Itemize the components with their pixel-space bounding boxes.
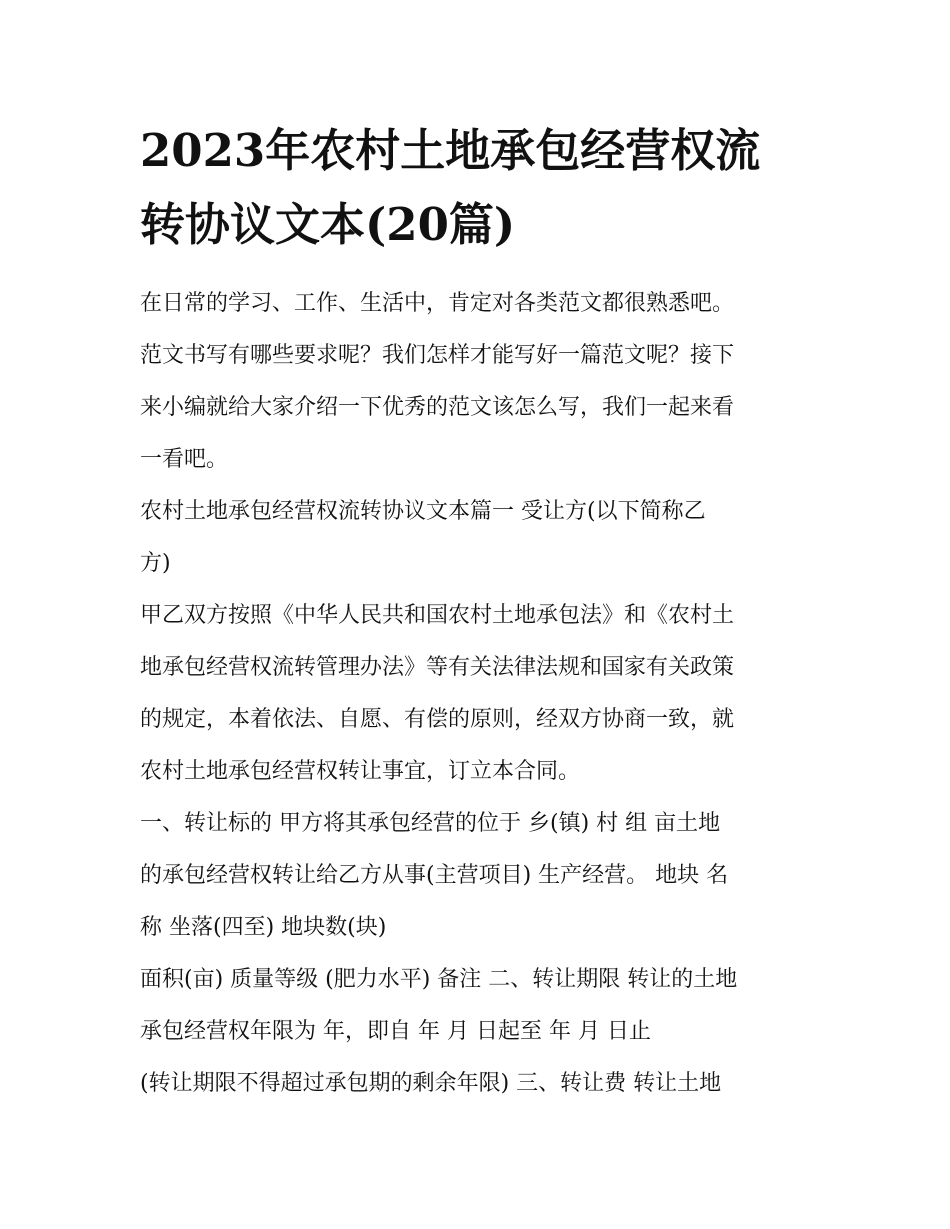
body-line-2: 范文书写有哪些要求呢？我们怎样才能写好一篇范文呢？接下 [140, 343, 735, 368]
body-line-6: 方) [140, 551, 171, 576]
body-line-12: 的承包经营权转让给乙方从事(主营项目) 生产经营。 地块 名 [140, 863, 729, 888]
body-line-11: 一、转让标的 甲方将其承包经营的位于 乡(镇) 村 组 亩土地 [140, 811, 721, 836]
title-line-1: 2023年农村土地承包经营权流 [140, 124, 761, 177]
body-line-15: 承包经营权年限为 年，即自 年 月 日起至 年 月 日止 [140, 1019, 651, 1044]
body-line-7: 甲乙双方按照《中华人民共和国农村土地承包法》和《农村土 [140, 603, 735, 628]
document-body [140, 278, 830, 1110]
body-line-16: (转让期限不得超过承包期的剩余年限) 三、转让费 转让土地 [140, 1071, 722, 1096]
document-title [140, 114, 830, 262]
body-line-8: 地承包经营权流转管理办法》等有关法律法规和国家有关政策 [140, 655, 735, 680]
title-line-2: 转协议文本(20篇) [140, 198, 516, 251]
body-line-10: 农村土地承包经营权转让事宜，订立本合同。 [140, 759, 581, 784]
body-line-3: 来小编就给大家介绍一下优秀的范文该怎么写，我们一起来看 [140, 395, 735, 420]
body-line-9: 的规定，本着依法、自愿、有偿的原则，经双方协商一致，就 [140, 707, 735, 732]
body-line-1: 在日常的学习、工作、生活中，肯定对各类范文都很熟悉吧。 [140, 291, 735, 316]
body-line-13: 称 坐落(四至) 地块数(块) [140, 915, 387, 940]
body-line-5: 农村土地承包经营权流转协议文本篇一 受让方(以下简称乙 [140, 499, 706, 524]
body-line-14: 面积(亩) 质量等级 (肥力水平) 备注 二、转让期限 转让的土地 [140, 967, 738, 992]
body-line-4: 一看吧。 [140, 447, 229, 472]
